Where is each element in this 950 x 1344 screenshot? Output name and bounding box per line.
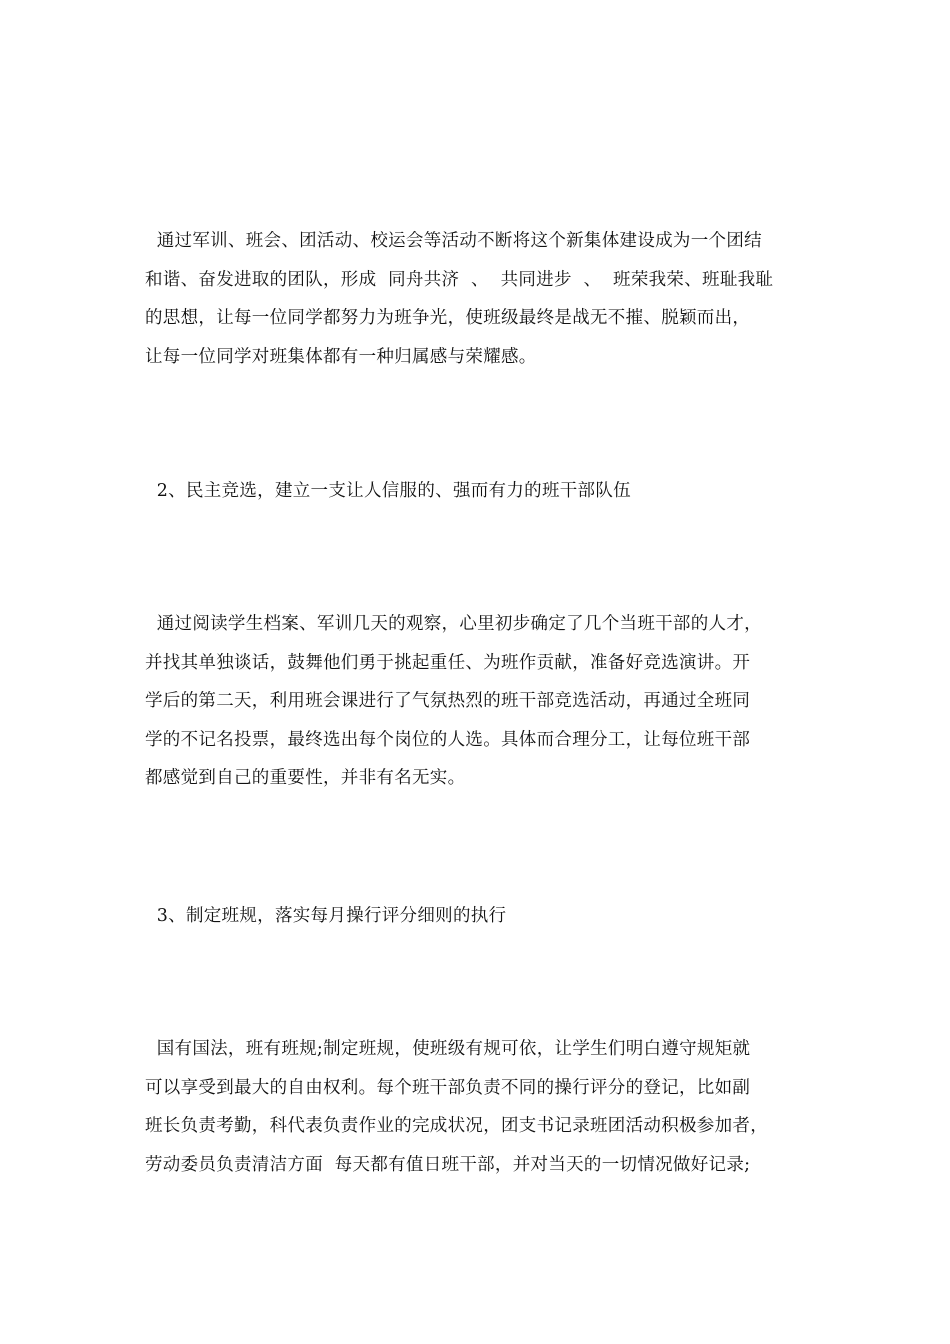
paragraph-line: 的思想，让每一位同学都努力为班争光，使班级最终是战无不摧、脱颖而出，	[145, 308, 751, 328]
section-heading-2	[145, 472, 815, 511]
paragraph-line: 班长负责考勤，科代表负责作业的完成状况，团支书记录班团活动积极参加者，	[145, 1116, 768, 1136]
paragraph-line: 都感觉到自己的重要性，并非有名无实。	[145, 768, 466, 788]
heading-text: 2、民主竞选，建立一支让人信服的、强而有力的班干部队伍	[145, 481, 631, 501]
paragraph-line: 让每一位同学对班集体都有一种归属感与荣耀感。	[145, 346, 537, 367]
paragraph-line: 国有国法，班有班规;制定班规，使班级有规可依，让学生们明白遵守规矩就	[145, 1039, 751, 1059]
paragraph-line: 和谐、奋发进取的团队，形成 同舟共济 、 共同进步 、 班荣我荣、班耻我耻	[145, 269, 774, 290]
paragraph-line: 学的不记名投票，最终选出每个岗位的人选。具体而合理分工，让每位班干部	[145, 729, 751, 750]
section-heading-3	[145, 897, 815, 936]
paragraph-line: 通过阅读学生档案、军训几天的观察，心里初步确定了几个当班干部的人才，	[145, 614, 762, 634]
paragraph-line: 可以享受到最大的自由权利。每个班干部负责不同的操行评分的登记，比如副	[145, 1077, 751, 1098]
paragraph-line: 并找其单独谈话，鼓舞他们勇于挑起重任、为班作贡献，准备好竞选演讲。开	[145, 652, 751, 673]
paragraph-election	[145, 605, 815, 798]
paragraph-class-building	[145, 222, 815, 376]
paragraph-line: 学后的第二天，利用班会课进行了气氛热烈的班干部竞选活动，再通过全班同	[145, 691, 751, 711]
paragraph-line: 劳动委员负责清洁方面 每天都有值日班干部，并对当天的一切情况做好记录;	[145, 1154, 751, 1175]
heading-text: 3、制定班规，落实每月操行评分细则的执行	[145, 906, 507, 926]
paragraph-class-rules	[145, 1030, 815, 1184]
paragraph-line: 通过军训、班会、团活动、校运会等活动不断将这个新集体建设成为一个团结	[145, 231, 762, 251]
